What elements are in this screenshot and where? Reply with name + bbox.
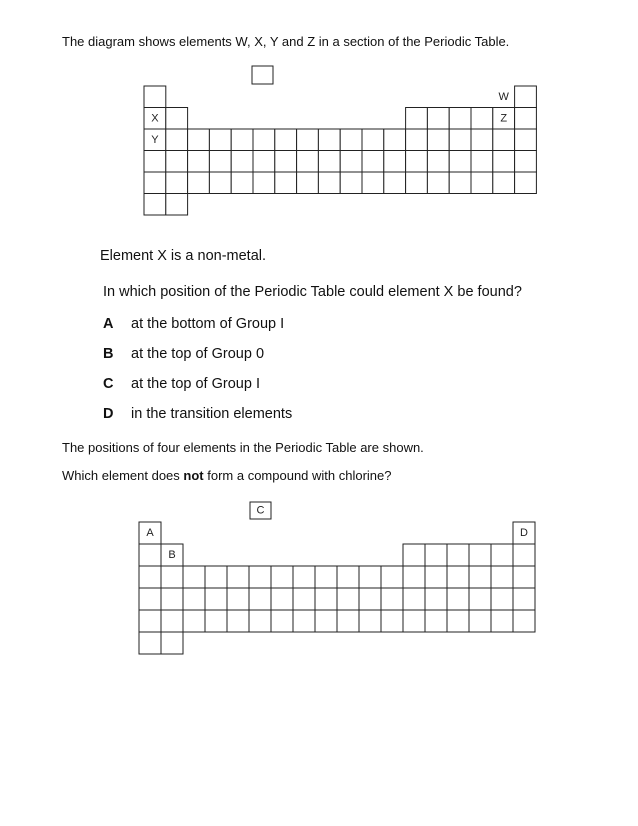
table-cell	[249, 610, 271, 632]
table-cell	[403, 544, 425, 566]
table-cell	[271, 566, 293, 588]
table-cell	[161, 566, 183, 588]
table-cell	[403, 610, 425, 632]
option-text: in the transition elements	[131, 406, 293, 422]
table-cell	[513, 566, 535, 588]
table-cell	[249, 566, 271, 588]
table-cell	[227, 566, 249, 588]
table-cell	[293, 588, 315, 610]
table-cell	[425, 588, 447, 610]
table-cell	[491, 544, 513, 566]
table-cell	[139, 632, 161, 654]
table-cell	[425, 566, 447, 588]
table-cell	[139, 544, 161, 566]
table-cell	[513, 544, 535, 566]
option-letter: A	[103, 316, 114, 332]
table-cell	[315, 588, 337, 610]
table-cell	[381, 588, 403, 610]
table-cell	[381, 566, 403, 588]
element-c-label: C	[256, 504, 265, 517]
option-letter: C	[103, 376, 114, 392]
table-cell	[491, 610, 513, 632]
question2-text-before: Which element does	[62, 468, 184, 483]
option-letter: D	[103, 406, 114, 422]
element-b-label: B	[168, 549, 176, 561]
table-cell	[359, 588, 381, 610]
table-cell	[293, 610, 315, 632]
question2-text-after: form a compound with chlorine?	[203, 468, 392, 483]
table-cell	[293, 566, 315, 588]
question2-intro: The positions of four elements in the Periodic Table are shown.	[62, 440, 424, 455]
table-cell	[359, 566, 381, 588]
table-cell	[359, 610, 381, 632]
option-letter: B	[103, 346, 114, 362]
table-cell	[205, 566, 227, 588]
table-cell	[161, 610, 183, 632]
table-cell	[403, 566, 425, 588]
table-cell	[447, 544, 469, 566]
table-cell	[249, 588, 271, 610]
table-cell	[139, 588, 161, 610]
table-cell	[337, 588, 359, 610]
element-d-label: D	[520, 527, 528, 539]
table-cell	[447, 566, 469, 588]
element-a-label: A	[146, 527, 154, 539]
table-cell	[139, 610, 161, 632]
table-cell	[205, 588, 227, 610]
table-cell	[337, 566, 359, 588]
table-cell	[469, 566, 491, 588]
table-cell	[161, 632, 183, 654]
option-text: at the top of Group I	[131, 376, 260, 392]
table-cell	[183, 610, 205, 632]
table-cell	[205, 610, 227, 632]
table-cell	[183, 566, 205, 588]
table-cell	[469, 588, 491, 610]
table-cell	[447, 610, 469, 632]
table-cell	[425, 544, 447, 566]
table-cell	[491, 588, 513, 610]
question1-question: In which position of the Periodic Table could element X be found?	[103, 284, 522, 300]
table-cell	[227, 588, 249, 610]
table-cell	[491, 566, 513, 588]
question2-text-emphasis: not	[183, 468, 204, 483]
table-cell	[403, 588, 425, 610]
element-w-label: W	[498, 90, 509, 103]
table-cell	[139, 566, 161, 588]
element-x-label: X	[151, 112, 159, 125]
table-cell	[513, 610, 535, 632]
table-cell	[447, 588, 469, 610]
option-text: at the bottom of Group I	[131, 316, 285, 332]
table-cell	[271, 588, 293, 610]
table-cell	[469, 544, 491, 566]
table-cell	[183, 588, 205, 610]
table-cell	[315, 610, 337, 632]
table-cell	[315, 566, 337, 588]
table-cell	[271, 610, 293, 632]
table-cell	[337, 610, 359, 632]
element-z-label: Z	[500, 112, 508, 125]
element-y-label: Y	[151, 133, 159, 146]
table-cell	[469, 610, 491, 632]
question1-intro: The diagram shows elements W, X, Y and Z in a section of the Periodic Table.	[62, 34, 510, 49]
table-cell	[227, 610, 249, 632]
table-cell	[513, 588, 535, 610]
table-cell	[425, 610, 447, 632]
question1-statement: Element X is a non-metal.	[100, 248, 267, 264]
table-cell	[381, 610, 403, 632]
table-cell	[161, 588, 183, 610]
option-text: at the top of Group 0	[131, 346, 265, 362]
